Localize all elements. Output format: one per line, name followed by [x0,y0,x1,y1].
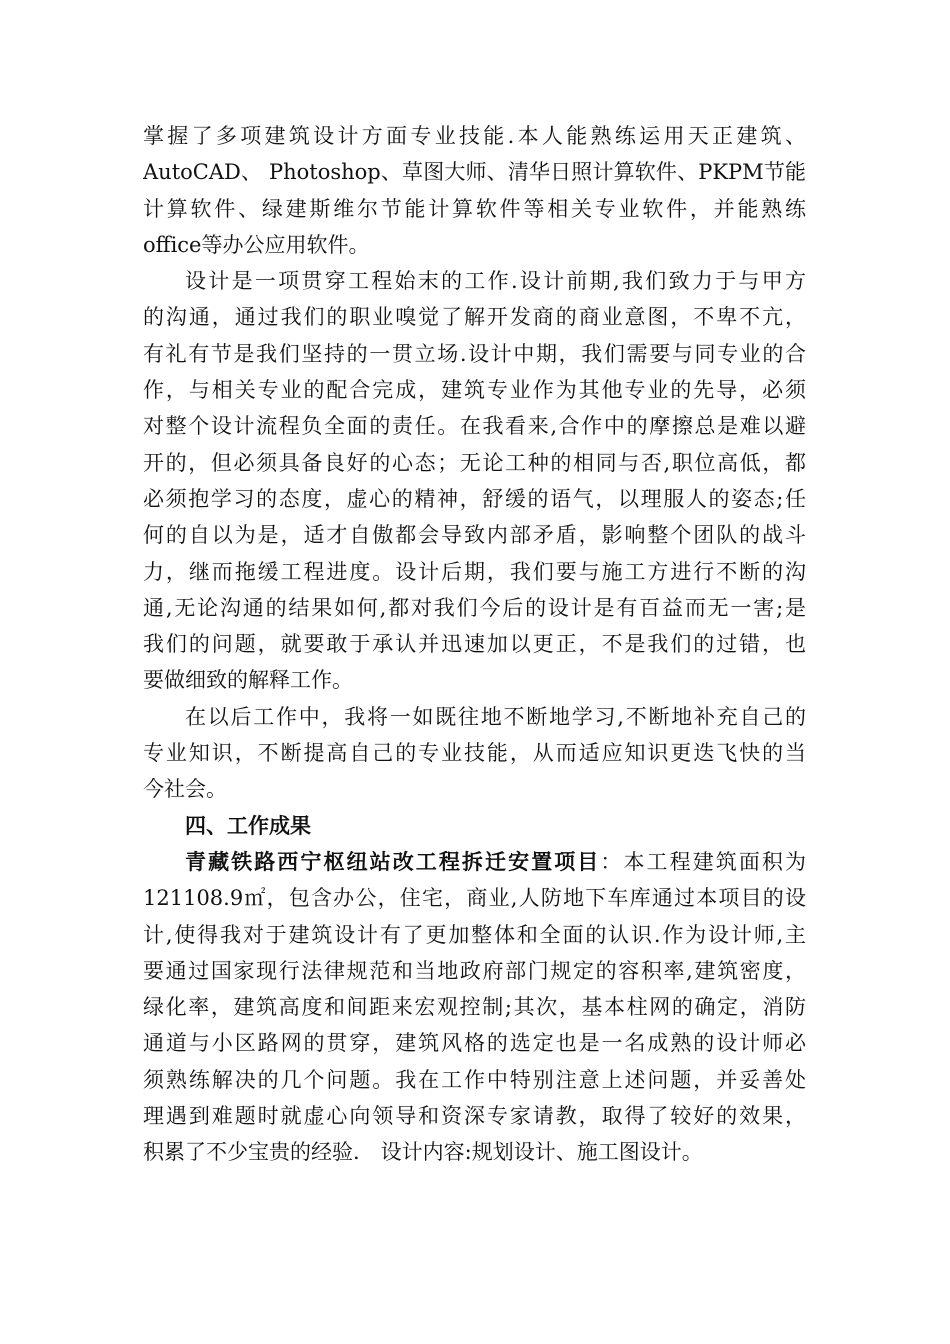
text-line: office等办公应用软件。 [143,232,370,257]
text-line: 开的，但必须具备良好的心态；无论工种的相同与否,职位高低，都 [143,450,806,475]
project-title: 青藏铁路西宁枢纽站改工程拆迁安置项目 [185,848,601,874]
paragraph-skills [143,118,806,263]
text-line: 要做细致的解释工作。 [143,668,353,693]
text-line: 计算软件、绿建斯维尔节能计算软件等相关专业软件，并能熟练 [143,196,806,221]
text-line: 在以后工作中，我将一如既往地不断地学习,不断地补充自己的 [185,704,806,729]
text-line: AutoCAD、 Photoshop、草图大师、清华日照计算软件、PKPM节能 [143,160,806,185]
text-line: 专业知识，不断提高自己的专业技能，从而适应知识更迭飞快的当 [143,741,806,766]
text-line: 的沟通，通过我们的职业嗅觉了解开发商的商业意图，不卑不亢， [143,305,806,330]
text-line: 理遇到难题时就虚心向领导和资深专家请教，取得了较好的效果， [143,1104,806,1129]
text-line: 作，与相关专业的配合完成，建筑专业作为其他专业的先导，必须 [143,378,806,403]
paragraph-future-work [143,699,806,808]
paragraph-project [143,844,806,1171]
text-line: 须熟练解决的几个问题。我在工作中特别注意上述问题，并妥善处 [143,1067,806,1092]
paragraph-design-process [143,263,806,699]
text-line: 力，继而拖缓工程进度。设计后期，我们要与施工方进行不断的沟 [143,559,806,584]
text-line: 今社会。 [143,777,227,802]
text-line: 要通过国家现行法律规范和当地政府部门规定的容积率,建筑密度， [143,958,806,983]
text-line: 掌握了多项建筑设计方面专业技能.本人能熟练运用天正建筑、 [143,124,806,148]
text-line: 绿化率，建筑高度和间距来宏观控制;其次，基本柱网的确定，消防 [143,995,806,1020]
text-line [143,844,806,880]
text-line: 必须抱学习的态度，虚心的精神，舒缓的语气，以理服人的姿态;任 [143,486,806,511]
text-line: 我们的问题，就要敢于承认并迅速加以更正，不是我们的过错，也 [143,632,806,657]
text-line: 对整个设计流程负全面的责任。在我看来,合作中的摩擦总是难以避 [143,414,806,439]
document-body [143,118,806,1171]
text-line: 有礼有节是我们坚持的一贯立场.设计中期，我们需要与同专业的合 [143,341,806,366]
text-line: 通道与小区路网的贯穿，建筑风格的选定也是一名成熟的设计师必 [143,1031,806,1056]
project-intro: ：本工程建筑面积为 [600,849,806,874]
section-heading: 四、工作成果 [185,812,311,838]
text-line: 通,无论沟通的结果如何,都对我们今后的设计是有百益而无一害;是 [143,595,806,620]
text-line: 计,使得我对于建筑设计有了更加整体和全面的认识.作为设计师,主 [143,922,806,947]
text-line: 积累了不少宝贵的经验. 设计内容:规划设计、施工图设计。 [143,1140,703,1165]
text-line: 何的自以为是，适才自傲都会导致内部矛盾，影响整个团队的战斗 [143,523,806,548]
text-line: 设计是一项贯穿工程始末的工作.设计前期,我们致力于与甲方 [185,269,806,294]
text-line: 121108.9㎡，包含办公，住宅，商业,人防地下车库通过本项目的设 [143,886,806,911]
